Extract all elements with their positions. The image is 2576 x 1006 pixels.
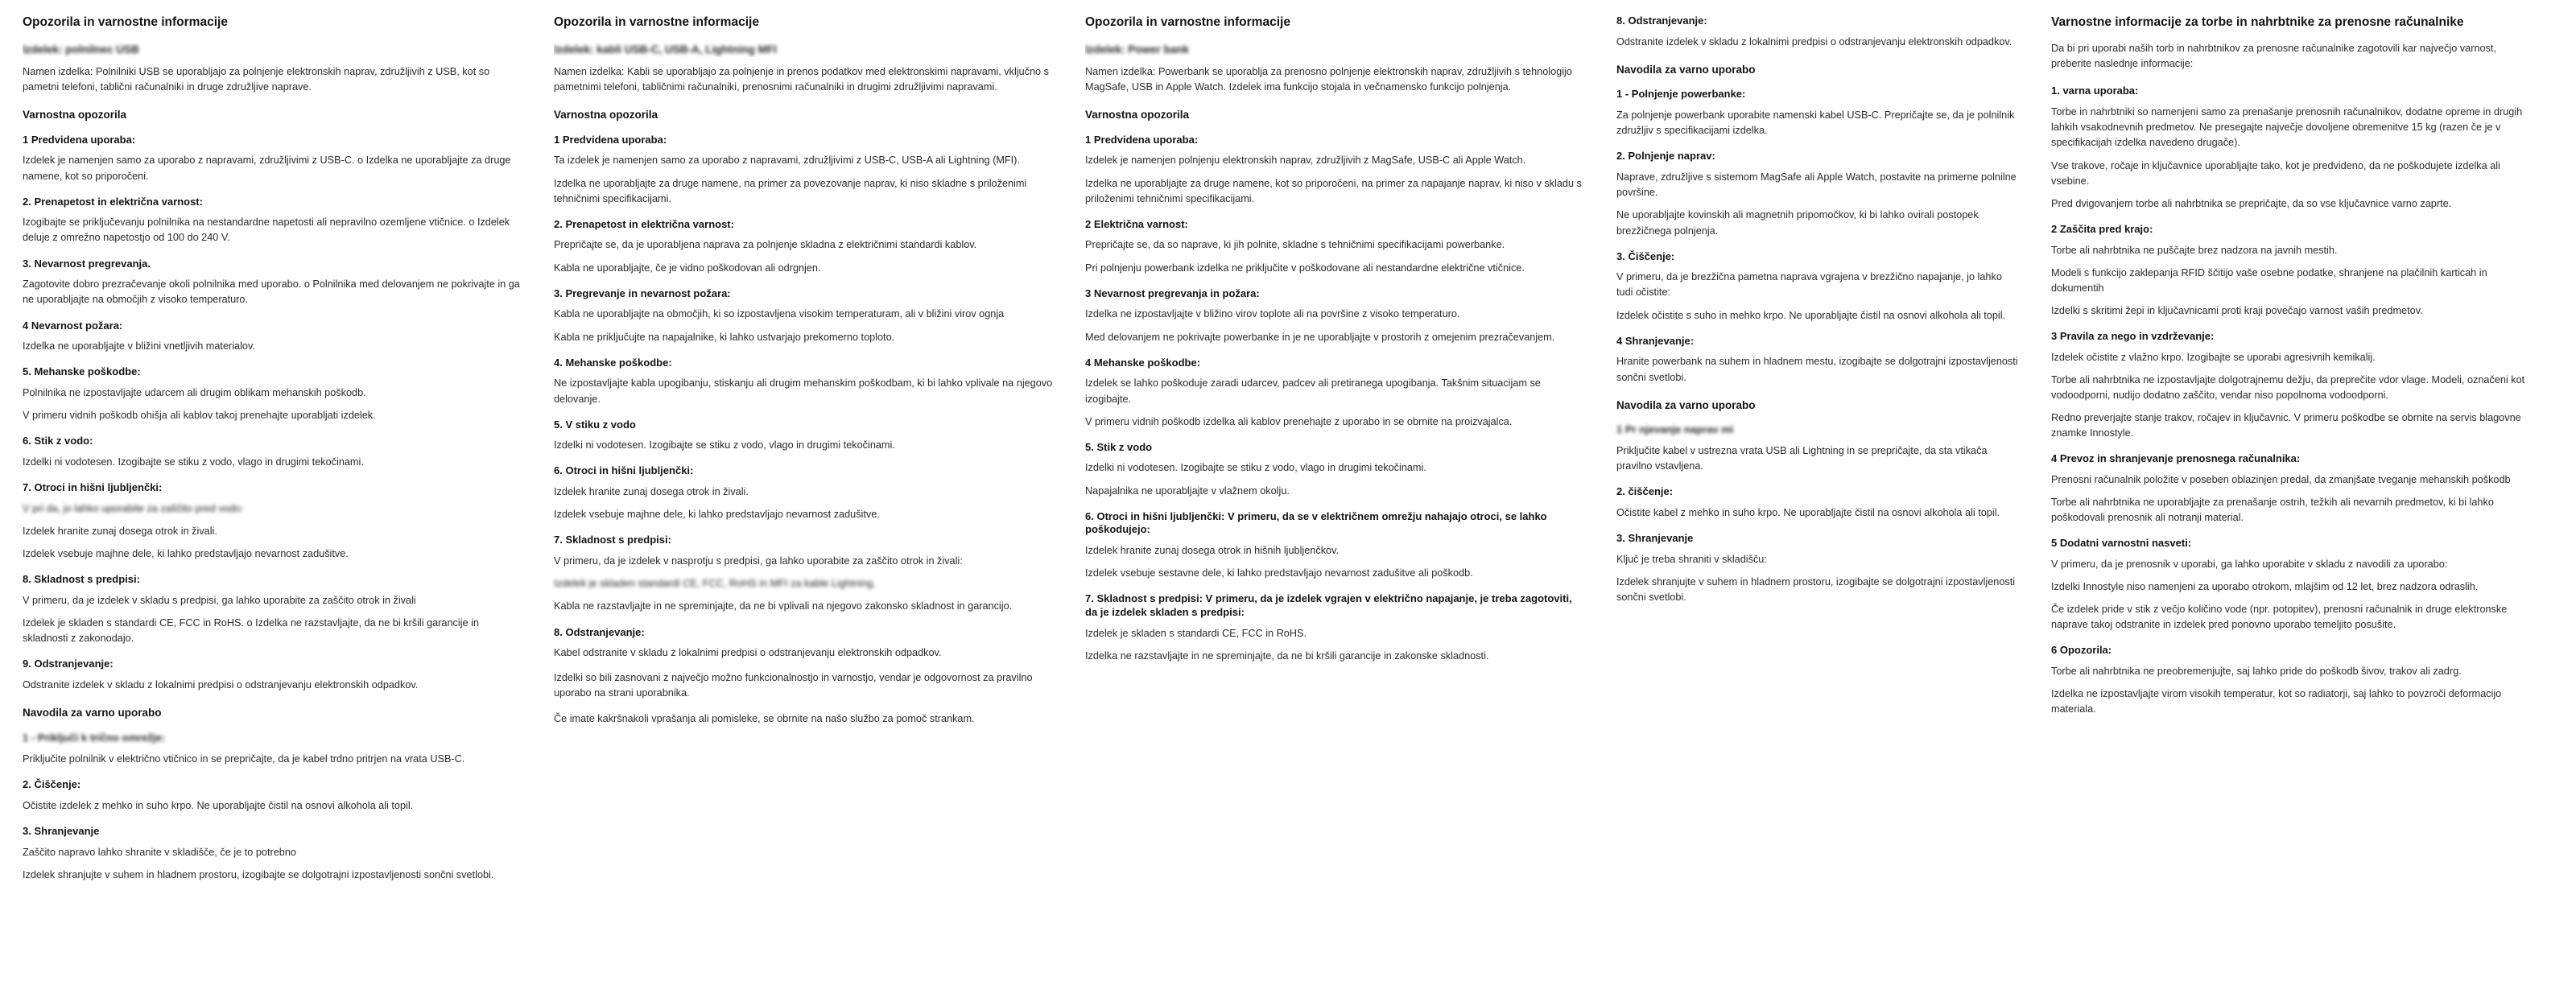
warnings-heading: Varnostna opozorila [23,109,127,122]
guide-text: Ključ je treba shraniti v skladišču: [1616,553,1767,565]
usage-guide-heading: Navodila za varno uporabo [23,707,162,719]
warning-text: Modeli s funkcijo zaklepanja RFID ščitijo vaše osebne podatke, shranjene na plačilnih karticah in dokumentih [2051,266,2487,294]
warning-text: V primeru vidnih poškodb ohišja ali kablov takoj prenehajte uporabljati izdelek. [23,410,376,422]
warning-text: Izdelek vsebuje majhne dele, ki lahko predstavljajo nevarnost zadušitve. [554,509,880,521]
warning-text: Odstranite izdelek v skladu z lokalnimi predpisi o odstranjevanju elektronskih odpadkov. [23,679,419,691]
warning-heading: 6. Otroci in hišni ljubljenčki: V primeru, da se v električnem omrežju nahajajo otroci, se lahko poškodujejo: [1085,509,1547,536]
warning-heading: 6 Opozorila: [2051,643,2112,656]
warning-heading: 1 Predvidena uporaba: [23,133,136,146]
warning-heading: 7. Otroci in hišni ljubljenčki: [23,481,163,494]
warning-heading: 2 Električna varnost: [1085,217,1188,230]
warning-text: Izdelki ni vodotesen. Izogibajte se stiku z vodo, vlago in drugimi tekočinami. [554,439,895,451]
warning-text: Izdelka ne uporabljajte za druge namene, na primer za povezovanje naprav, ki niso skladne s priloženimi tehničnimi specifikacijami. [554,177,1027,204]
warning-text: Izdelek hranite zunaj dosega otrok in živali. [23,526,217,538]
warning-text: Izdelka ne uporabljajte v bližini vnetljivih materialov. [23,340,255,353]
guide-text: Izdelek shranjujte v suhem in hladnem prostoru, izogibajte se dolgotrajni izpostavljenosti sončni svetlobi. [23,868,494,880]
warning-heading: 2. Prenapetost in električna varnost: [554,217,734,230]
warning-text: Izdelek očistite z vlažno krpo. Izogibajte se uporabi agresivnih kemikalij. [2051,351,2376,363]
guide-text: Ne uporabljajte kovinskih ali magnetnih pripomočkov, ki bi lahko ovirali postopek brezžičnega polnjenja. [1616,209,1979,237]
product-purpose: Namen izdelka: Powerbank se uporablja za prenosno polnjenje elektronskih naprav, združljivih s tehnologijo MagSafe, USB in Apple Watch. Izdelek ima funkcijo stojala in večnamensko funkcijo polnjenja. [1085,65,1572,93]
warning-heading: 1. varna uporaba: [2051,85,2139,97]
guide-heading: 2. Polnjenje naprav: [1616,150,1715,163]
warning-heading: 4 Nevarnost požara: [23,319,123,332]
guide-text: Naprave, združljive s sistemom MagSafe ali Apple Watch, postavite na primerne polnilne površine. [1616,171,2017,199]
warning-text: Prepričajte se, da je uporabljena naprava za polnjenje skladna z električnimi standardi kablov. [554,239,977,251]
warning-text: Pri polnjenju powerbank izdelka ne priključite v poškodovane ali nestandardne električne vtičnice. [1085,262,1525,274]
usage-guide-heading: Navodila za varno uporabo [1616,63,1756,76]
warning-text: Redno preverjajte stanje trakov, ročajev in ključavnic. V primeru poškodbe se obrnite na servis blagovne znamke Innostyle. [2051,411,2521,439]
warning-text: Ta izdelek je namenjen samo za uporabo z napravami, združljivimi z USB-C, USB-A ali Lightning (MFI). [554,155,1020,167]
warning-text: Izdelek hranite zunaj dosega otrok in hišnih ljubljenčkov. [1085,545,1340,557]
warning-text: Kabla ne uporabljajte, če je vidno poškodovan ali odrgnjen. [554,262,821,274]
warning-text: Izdelek je skladen standardi CE, FCC, RoHS in MFI za kable Lightning. [554,578,876,590]
product-label: Izdelek: kabli USB-C, USB-A, Lightning MFI [554,43,777,56]
guide-text: Priključite polnilnik v električno vtičnico in se prepričajte, da je kabel trdno pritrjen na vrata USB-C. [23,752,465,765]
guide-heading: 3. Čiščenje: [1616,249,1675,262]
guide-text: Zaščito napravo lahko shranite v skladišče, če je to potrebno [23,846,296,858]
warning-text: Torbe ali nahrbtnika ne izpostavljajte dolgotrajnemu dežju, da preprečite vdor vlage. Modeli, označeni kot vodoodporni, nudijo dodatno zaščito, vendar niso popolnoma vodoodporni. [2051,373,2525,401]
warning-text: Polnilnika ne izpostavljajte udarcem ali drugim oblikam mehanskih poškodb. [23,387,366,399]
warning-heading: 6. Otroci in hišni ljubljenčki: [554,464,694,477]
column-powerbank [1074,14,1605,1006]
guide-heading: 4 Shranjevanje: [1616,334,1695,347]
guide-text: Očistite kabel z mehko in suho krpo. Ne uporabljajte čistil na osnovi alkohola ali topil. [1616,506,2000,518]
warning-text: Izdelek vsebuje majhne dele, ki lahko predstavljajo nevarnost zadušitve. [23,548,349,560]
warning-text: Prepričajte se, da so naprave, ki jih polnite, skladne s tehničnimi specifikacijami powerbanke. [1085,239,1505,251]
warning-text: V primeru, da je prenosnik v uporabi, ga lahko uporabite v skladu z navodili za uporabo: [2051,558,2448,570]
column-powerbank-guide [1605,14,2040,1006]
warning-text: Izdelek je namenjen samo za uporabo z napravami, združljivimi z USB-C. o Izdelka ne uporabljajte za druge namene, kot so priporočeni. [23,155,511,182]
warning-text: Izdelek se lahko poškoduje zaradi udarcev, padcev ali pretiranega upogibanja. Takšnim situacijam se izogibajte. [1085,377,1541,405]
warning-heading: 3 Nevarnost pregrevanja in požara: [1085,287,1260,299]
page-title: Opozorila in varnostne informacije [23,15,228,29]
warning-heading: 5. V stiku z vodo [554,418,636,431]
guide-heading: 2. čiščenje: [1616,485,1674,498]
warning-text: Izdelka ne izpostavljajte virom visokih temperatur, kot so radiatorji, saj lahko to povzroči deformacijo materiala. [2051,687,2502,715]
warning-text: V pri da, jo lahko uporabite za zaščito pred vodo: [23,503,244,515]
warning-text: V primeru, da je izdelek v nasprotju s predpisi, ga lahko uporabite za zaščito otrok in živali: [554,555,963,567]
guide-heading: 1 - Priključi k trično omrežje: [23,731,165,744]
warning-text: Med delovanjem ne pokrivajte powerbanke in je ne uporabljajte v prostorih z omejenim prezračevanjem. [1085,331,1555,343]
page-title: Varnostne informacije za torbe in nahrbtnike za prenosne računalnike [2051,15,2464,29]
page-title: Opozorila in varnostne informacije [1085,15,1290,29]
warning-text: Torbe ali nahrbtnika ne puščajte brez nadzora na javnih mestih. [2051,244,2338,256]
warning-heading: 7. Skladnost s predpisi: [554,534,671,546]
column-cables [543,14,1074,1006]
guide-heading: 1 Pr njevanje naprav mi [1616,423,1734,436]
page-title: Opozorila in varnostne informacije [554,15,759,29]
product-label: Izdelek: polnilnec USB [23,43,139,56]
warning-heading: 5. Mehanske poškodbe: [23,365,141,378]
warning-text: Napajalnika ne uporabljajte v vlažnem okolju. [1085,484,1290,497]
warning-text: Izdelki ni vodotesen. Izogibajte se stiku z vodo, vlago in drugimi tekočinami. [1085,462,1426,474]
warning-heading: 1 Predvidena uporaba: [1085,133,1199,146]
product-label: Izdelek: Power bank [1085,43,1190,56]
warning-heading: 3. Nevarnost pregrevanja. [23,257,151,270]
intro-text: Da bi pri uporabi naših torb in nahrbtnikov za prenosne računalnike zagotovili kar največjo varnost, preberite naslednje informacije: [2051,43,2496,70]
warning-text: Vse trakove, ročaje in ključavnice uporabljajte tako, kot je predvideno, da ne poškodujete izdelka ali vsebine. [2051,159,2500,187]
warning-text: Izogibajte se priključevanju polnilnika na nestandardne napetosti ali nepravilno ozemljene vtičnice. o Izdelek deluje z omrežno napetostjo od 100 do 240 V. [23,216,510,244]
warning-text: Kabla ne razstavljajte in ne spreminjajte, da ne bi vplivali na njegovo zakonsko skladnost in garancijo. [554,600,1013,612]
warnings-heading: Varnostna opozorila [1085,109,1190,122]
warning-text: V primeru, da je izdelek v skladu s predpisi, ga lahko uporabite za zaščito otrok in živali [23,595,416,607]
warning-text: Izdelka ne uporabljajte za druge namene, kot so priporočeni, na primer za napajanje naprav, ki niso v skladu s priloženimi tehničnimi specifikacijami. [1085,177,1582,204]
warning-heading: 4. Mehanske poškodbe: [554,356,672,369]
warning-heading: 6. Stik z vodo: [23,435,93,447]
warning-text: Torbe ali nahrbtnika ne uporabljajte za prenašanje ostrih, težkih ali nevarnih predmetov, ki bi lahko poškodovali prenosnik ali notranji material. [2051,496,2494,523]
warning-text: Torbe in nahrbtniki so namenjeni samo za prenašanje prenosnih računalnikov, dodatne opreme in drugih lahkih vsakodnevnih predmetov. Ne presegajte največje dovoljene obremenitve 15 kg (razen če je v specifikacijah izdelka navedeno drugače). [2051,106,2523,149]
guide-text: Očistite izdelek z mehko in suho krpo. Ne uporabljajte čistil na osnovi alkohola ali topil. [23,799,414,811]
warning-heading: 1 Predvidena uporaba: [554,133,667,146]
column-charger [11,14,543,1006]
warning-text: Kabel odstranite v skladu z lokalnimi predpisi o odstranjevanju elektronskih odpadkov. [554,647,942,659]
warning-text: Torbe ali nahrbtnika ne preobremenjujte, saj lahko pride do poškodb šivov, trakov ali zadrg. [2051,665,2462,677]
warning-heading: 8. Skladnost s predpisi: [23,573,140,586]
product-purpose: Namen izdelka: Kabli se uporabljajo za polnjenje in prenos podatkov med elektronskimi napravami, vključno s pametnimi telefoni, tabličnimi računalniki, prenosnimi računalniki in drugimi združljivimi napravami. [554,65,1049,93]
footer-note: Izdelki so bili zasnovani z največjo možno funkcionalnostjo in varnostjo, vendar je odgovornost za pravilno uporabo na strani uporabnika. [554,672,1033,699]
warning-text: Ne izpostavljajte kabla upogibanju, stiskanju ali drugim mehanskim poškodbam, ki bi lahko vplivale na njegovo delovanje. [554,377,1053,405]
warning-heading: 7. Skladnost s predpisi: V primeru, da je izdelek vgrajen v električno napajanje, je treba zagotoviti, da je izdelek skladen s predpisi: [1085,592,1572,619]
warning-text: Izdelek vsebuje sestavne dele, ki lahko predstavljajo nevarnost zadušitve ali poškodb. [1085,567,1473,579]
column-bags [2040,14,2555,1006]
footer-note: Če imate kakršnakoli vprašanja ali pomisleke, se obrnite na našo službo za pomoč strankam. [554,712,975,724]
guide-heading: 3. Shranjevanje [23,824,100,837]
guide-text: Za polnjenje powerbank uporabite namenski kabel USB-C. Prepričajte se, da je polnilnik združljiv s specifikacijami izdelka. [1616,109,2015,137]
warning-text: Prenosni računalnik položite v poseben oblazinjen predal, da zmanjšate tveganje mehanskih poškodb [2051,473,2511,485]
warning-text: Zagotovite dobro prezračevanje okoli polnilnika med uporabo. o Polnilnika med delovanjem ne pokrivajte in ga ne uporabljajte na območjih z visoko temperaturo. [23,278,520,306]
warning-heading: 8. Odstranjevanje: [554,625,645,638]
guide-heading: 2. Čiščenje: [23,777,81,790]
warning-text: Izdelki ni vodotesen. Izogibajte se stiku z vodo, vlago in drugimi tekočinami. [23,456,364,468]
warning-heading: 3 Pravila za nego in vzdrževanje: [2051,329,2215,342]
guide-text: V primeru, da je brezžična pametna naprava vgrajena v brezžično napajanje, jo lahko tudi očistite: [1616,271,2002,299]
warning-text: Izdelek je namenjen polnjenju elektronskih naprav, združljivih z MagSafe, USB-C ali Apple Watch. [1085,155,1526,167]
guide-heading: 1 - Polnjenje powerbanke: [1616,88,1746,101]
warning-heading: 9. Odstranjevanje: [23,658,114,670]
guide-text: Priključite kabel v ustrezna vrata USB ali Lightning in se prepričajte, da sta vtikača pravilno vstavljena. [1616,445,1988,472]
warning-heading: 3. Pregrevanje in nevarnost požara: [554,287,731,299]
warning-text: Izdelki s skritimi žepi in ključavnicami proti kraji povečajo varnost vaših predmetov. [2051,304,2423,316]
warning-heading: 4 Mehanske poškodbe: [1085,356,1201,369]
warning-text: Izdelka ne izpostavljajte v bližino virov toplote ali na površine z visoko temperaturo. [1085,308,1460,320]
warning-heading: 5. Stik z vodo [1085,440,1153,453]
warning-text: Pred dvigovanjem torbe ali nahrbtnika se prepričajte, da so vse ključavnice varno zaprte. [2051,197,2452,209]
warning-heading: 8. Odstranjevanje: [1616,14,1707,27]
warning-text: Izdelki Innostyle niso namenjeni za uporabo otrokom, mlajšim od 12 let, brez nadzora odraslih. [2051,580,2479,592]
product-purpose: Namen izdelka: Polnilniki USB se uporabljajo za polnjenje elektronskih naprav, združljivih z USB, kot so pametni telefoni, tablični računalniki in druge združljive naprave. [23,65,490,93]
warning-heading: 4 Prevoz in shranjevanje prenosnega računalnika: [2051,451,2301,464]
warning-text: Kabla ne uporabljajte na območjih, ki so izpostavljena visokim temperaturam, ali v bližini virov ognja [554,308,1005,320]
guide-text: Hranite powerbank na suhem in hladnem mestu, izogibajte se dolgotrajni izpostavljenosti sončni svetlobi. [1616,356,2018,383]
warning-text: Izdelka ne razstavljajte in ne spreminjajte, da ne bi kršili garancije in zakonske skladnosti. [1085,650,1489,662]
warning-text: Izdelek hranite zunaj dosega otrok in živali. [554,486,749,498]
warning-text: Izdelek je skladen s standardi CE, FCC in RoHS. [1085,628,1307,640]
guide-text: Izdelek shranjujte v suhem in hladnem prostoru, izogibajte se dolgotrajni izpostavljenosti sončni svetlobi. [1616,575,2016,604]
usage-guide-heading: Navodila za varno uporabo [1616,398,1756,411]
warning-heading: 2. Prenapetost in električna varnost: [23,195,203,208]
warnings-heading: Varnostna opozorila [554,109,658,122]
warning-text: Izdelek je skladen s standardi CE, FCC in RoHS. o Izdelka ne razstavljajte, da ne bi kršili garancije in skladnosti z zakonodajo. [23,617,479,645]
warning-text: V primeru vidnih poškodb izdelka ali kablov prenehajte z uporabo in se obrnite na proizvajalca. [1085,415,1513,427]
warning-text: Kabla ne priključujte na napajalnike, ki lahko ustvarjajo prekomerno toploto. [554,331,895,343]
warning-text: Če izdelek pride v stik z večjo količino vode (npr. potopitev), prenosni računalnik in druge elektronske naprave takoj odstranite in izdelek pred ponovno uporabo temeljito posušite. [2051,603,2508,630]
guide-heading: 3. Shranjevanje [1616,532,1694,545]
warning-text: Odstranite izdelek v skladu z lokalnimi predpisi o odstranjevanju elektronskih odpadkov. [1616,35,2013,47]
guide-text: Izdelek očistite s suho in mehko krpo. Ne uporabljajte čistil na osnovi alkohola ali topil. [1616,309,2006,321]
warning-heading: 5 Dodatni varnostni nasveti: [2051,536,2192,549]
warning-heading: 2 Zaščita pred krajo: [2051,222,2153,235]
